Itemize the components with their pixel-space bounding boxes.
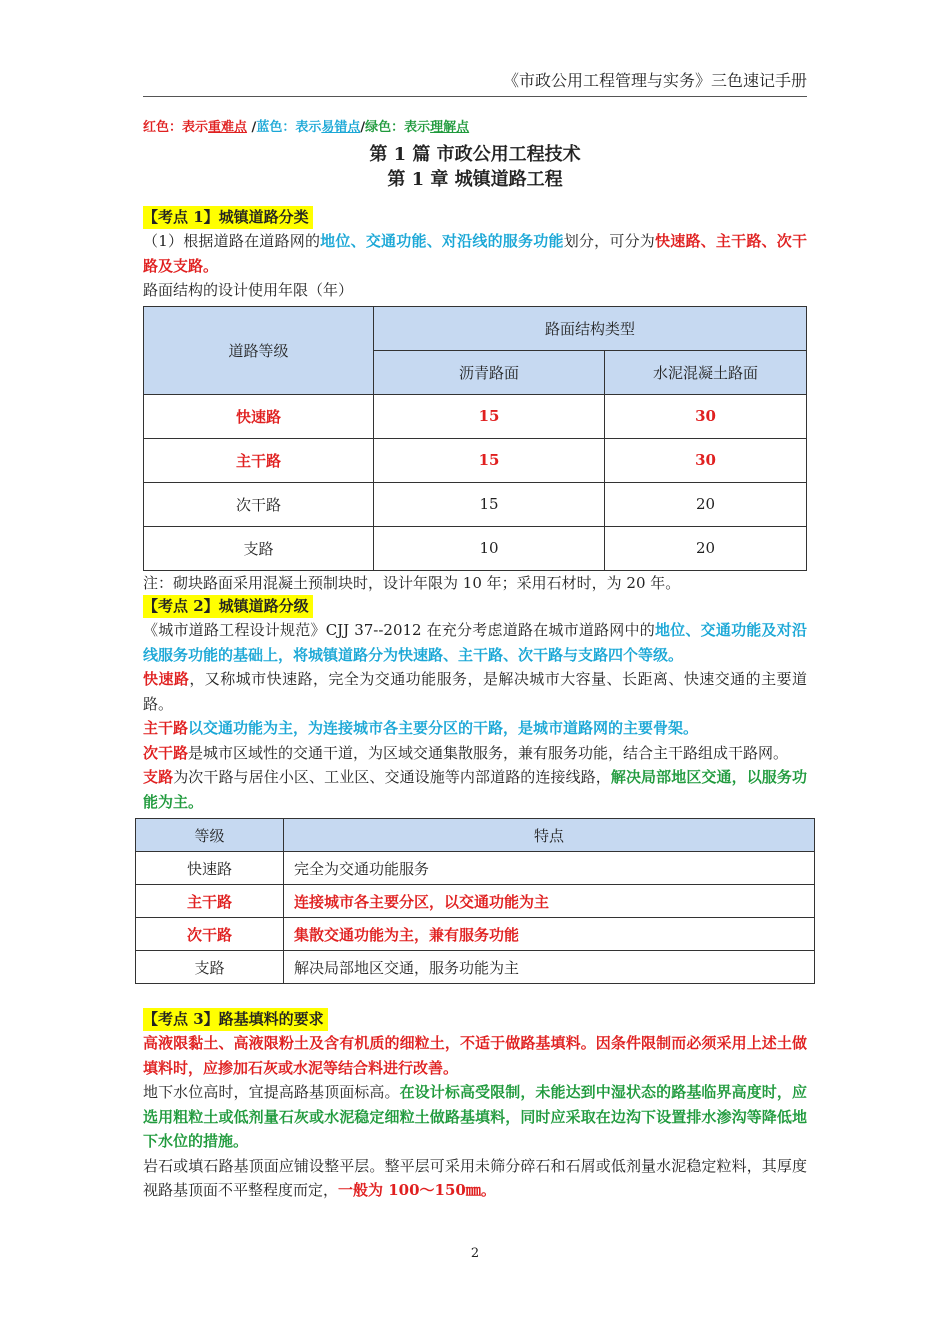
kp2-paragraph: 《城市道路工程设计规范》CJJ 37--2012 在充分考虑道路在城市道路网中的地位、交通功能及对沿线服务功能的基础上，将城镇道路分为快速路、主干路、次干路与支路四个等级。	[143, 621, 807, 664]
table-cell: 快速路	[136, 852, 284, 885]
design-life-table	[143, 306, 807, 571]
table-cell: 15	[374, 394, 605, 438]
part-title: 第 1 篇 市政公用工程技术	[369, 144, 581, 165]
legend-green-term: 理解点	[430, 120, 470, 135]
chapter-title: 第 1 章 城镇道路工程	[387, 169, 563, 190]
table-cell: 15	[374, 482, 605, 526]
kp1-note: 注：砌块路面采用混凝土预制块时，设计年限为 10 年；采用石材时，为 20 年。	[143, 573, 681, 592]
table-header: 道路等级	[144, 306, 374, 394]
table-cell: 30	[605, 394, 807, 438]
page-content	[143, 118, 807, 1203]
table-cell: 完全为交通功能服务	[284, 852, 815, 885]
kp2-paragraph: 支路为次干路与居住小区、工业区、交通设施等内部道路的连接线路，解决局部地区交通，以服务功能为主。	[143, 768, 807, 811]
color-legend	[143, 118, 807, 138]
table-cell: 解决局部地区交通，服务功能为主	[284, 951, 815, 984]
table-header: 等级	[136, 819, 284, 852]
table-cell: 主干路	[144, 438, 374, 482]
kp1-paragraph: （1）根据道路在道路网的地位、交通功能、对沿线的服务功能划分，可分为快速路、主干路、次干路及支路。	[143, 232, 807, 275]
table-cell: 支路	[144, 526, 374, 570]
table-cell: 次干路	[144, 482, 374, 526]
table-row	[136, 885, 815, 918]
table-cell: 20	[605, 482, 807, 526]
table-header: 路面结构类型	[374, 306, 807, 350]
table-row	[144, 526, 807, 570]
kp2-paragraph: 快速路，又称城市快速路，完全为交通功能服务，是解决城市大容量、长距离、快速交通的主要道路。	[143, 670, 807, 713]
table-row	[136, 918, 815, 951]
kp1-table-caption: 路面结构的设计使用年限（年）	[143, 281, 354, 299]
legend-sep: /	[360, 120, 366, 135]
legend-sep: /	[247, 120, 257, 135]
road-grade-table	[135, 818, 815, 984]
kp2-paragraph: 主干路以交通功能为主，为连接城市各主要分区的干路，是城市道路网的主要骨架。	[143, 719, 699, 737]
kp3-heading: 【考点 3】路基填料的要求	[143, 1008, 328, 1031]
kp2-heading: 【考点 2】城镇道路分级	[143, 595, 313, 618]
table-cell: 主干路	[136, 885, 284, 918]
table-row	[144, 482, 807, 526]
legend-blue-term: 易错点	[321, 120, 361, 135]
legend-green-label: 绿色：表示	[365, 120, 431, 135]
kp3-paragraph: 岩石或填石路基顶面应铺设整平层。整平层可采用未筛分碎石和石屑或低剂量水泥稳定粒料，其厚度视路基顶面不平整程度而定，一般为 100～150㎜。	[143, 1156, 807, 1199]
legend-blue-label: 蓝色：表示	[256, 120, 322, 135]
table-row	[144, 438, 807, 482]
table-header: 特点	[284, 819, 815, 852]
legend-red-term: 重难点	[208, 120, 248, 135]
table-cell: 15	[374, 438, 605, 482]
legend-red-label: 红色：表示	[143, 120, 209, 135]
kp3-paragraph: 地下水位高时，宜提高路基顶面标高。在设计标高受限制，未能达到中湿状态的路基临界高度时，应选用粗粒土或低剂量石灰或水泥稳定细粒土做路基填料，同时应采取在边沟下设置排水渗沟等降低地下水位的措施。	[143, 1083, 807, 1150]
table-cell: 支路	[136, 951, 284, 984]
table-cell: 集散交通功能为主，兼有服务功能	[284, 918, 815, 951]
table-row	[136, 852, 815, 885]
table-row	[144, 394, 807, 438]
table-cell: 快速路	[144, 394, 374, 438]
table-cell: 10	[374, 526, 605, 570]
table-header: 沥青路面	[374, 350, 605, 394]
table-cell: 次干路	[136, 918, 284, 951]
kp2-paragraph: 次干路是城市区域性的交通干道，为区域交通集散服务，兼有服务功能，结合主干路组成干路网。	[143, 743, 789, 762]
table-cell: 20	[605, 526, 807, 570]
table-cell: 30	[605, 438, 807, 482]
table-row	[136, 951, 815, 984]
kp3-paragraph: 高液限黏土、高液限粉土及含有机质的细粒土，不适于做路基填料。因条件限制而必须采用上述土做填料时，应掺加石灰或水泥等结合料进行改善。	[143, 1034, 807, 1077]
table-cell: 连接城市各主要分区，以交通功能为主	[284, 885, 815, 918]
page-number: 2	[470, 1246, 480, 1261]
running-header: 《市政公用工程管理与实务》三色速记手册	[143, 68, 807, 97]
table-header: 水泥混凝土路面	[605, 350, 807, 394]
kp1-heading: 【考点 1】城镇道路分类	[143, 206, 313, 229]
